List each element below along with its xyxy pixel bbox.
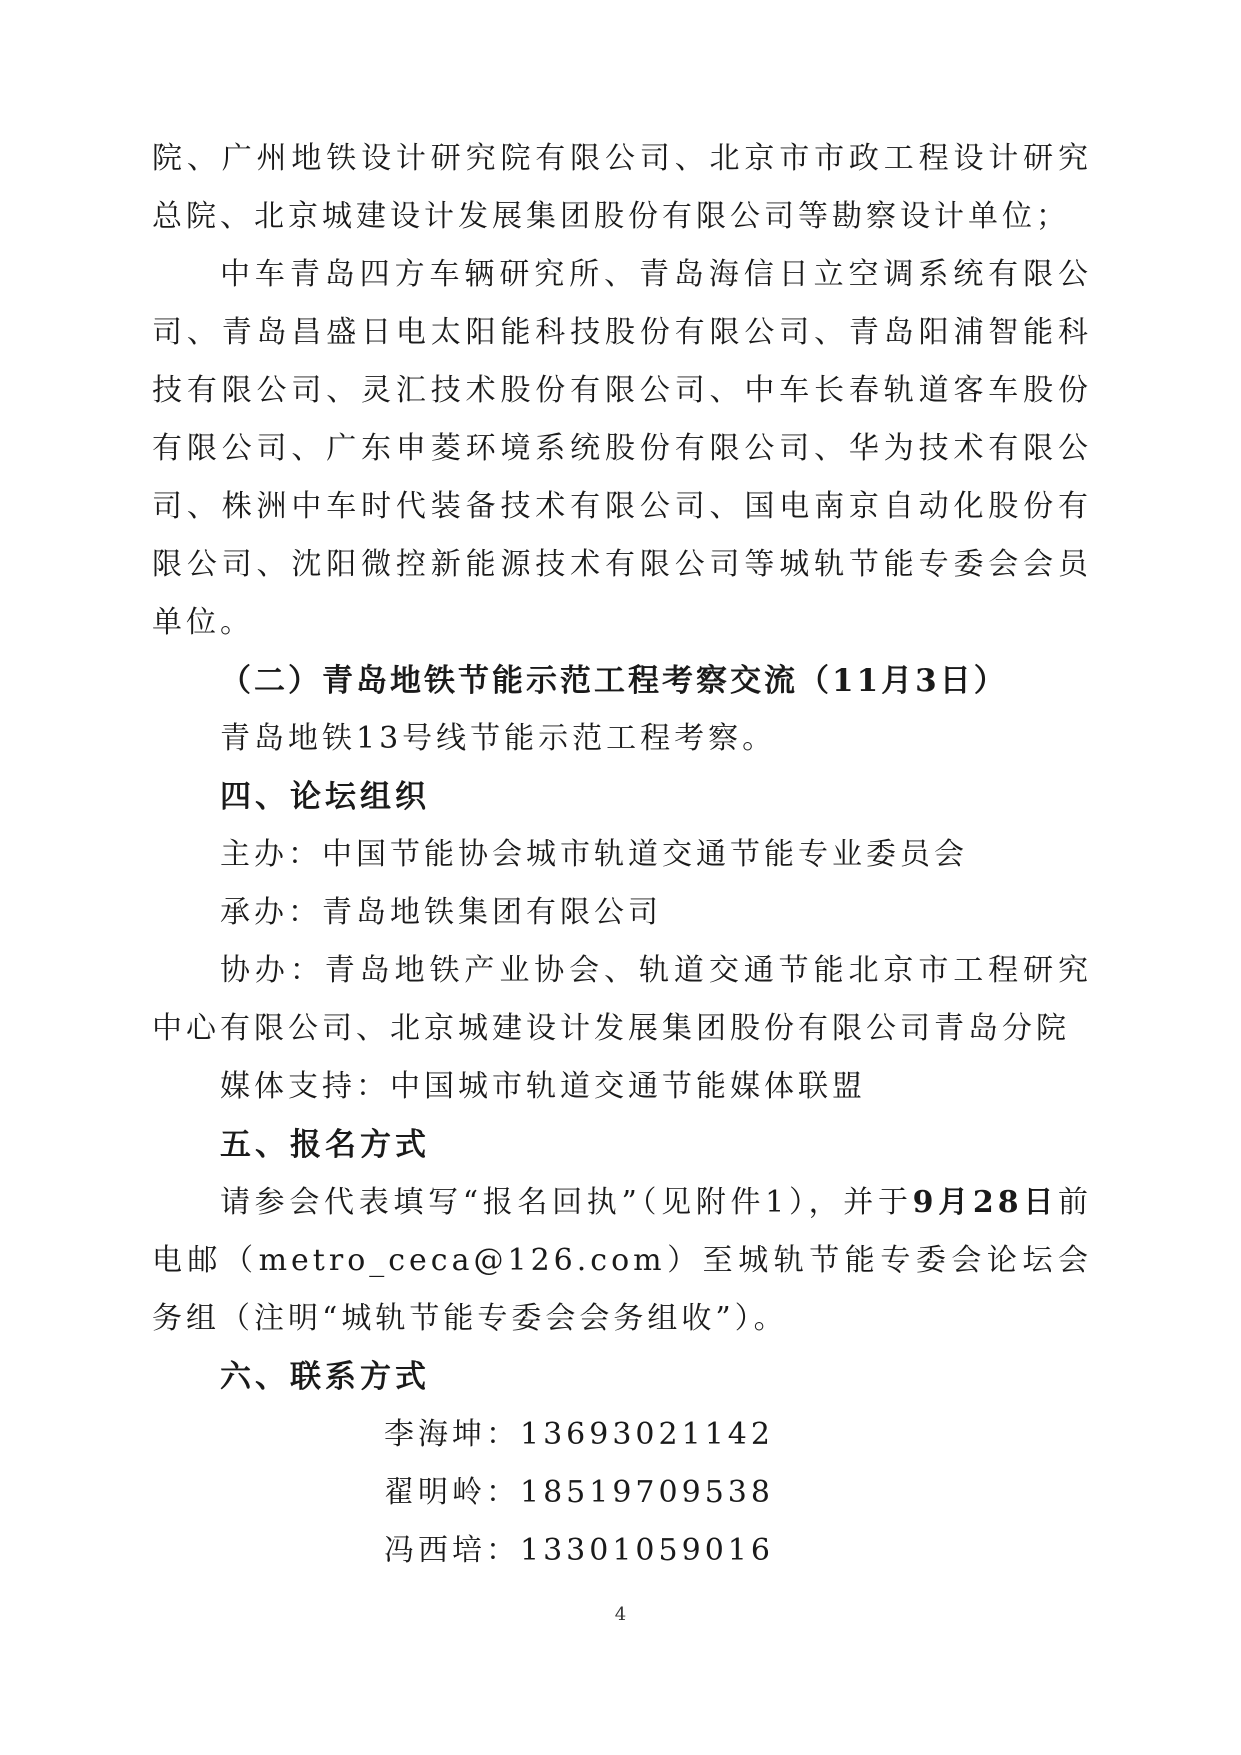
contact-item: 李海坤：13693021142 [384, 1417, 774, 1452]
contact-item: 翟明岭：18519709538 [384, 1475, 774, 1510]
paragraph-member-units: 中车青岛四方车辆研究所、青岛海信日立空调系统有限公司、青岛昌盛日电太阳能科技股份有限公司、青岛阳浦智能科技有限公司、灵汇技术股份有限公司、中车长春轨道客车股份有限公司、广东申菱环境系统股份有限公司、华为技术有限公司、株洲中车时代装备技术有限公司、国电南京自动化股份有限公司、沈阳微控新能源技术有限公司等城轨节能专委会会员单位。 [152, 257, 1092, 640]
document-page [152, 130, 1092, 1580]
section-four-heading: 四、论坛组织 [220, 779, 430, 815]
contact-item: 冯西培：13301059016 [384, 1533, 774, 1568]
registration-paragraph [152, 1174, 1092, 1348]
section-six-heading: 六、联系方式 [220, 1359, 430, 1395]
co-organizer-line: 协办：青岛地铁产业协会、轨道交通节能北京市工程研究中心有限公司、北京城建设计发展集团股份有限公司青岛分院 [152, 953, 1092, 1046]
section-five-heading: 五、报名方式 [220, 1127, 430, 1163]
section-two-heading: （二）青岛地铁节能示范工程考察交流（11月3日） [220, 663, 1008, 699]
registration-text-start: 请参会代表填写“报名回执”（见附件1），并于 [220, 1185, 913, 1220]
contact-list [152, 1406, 1092, 1580]
section-two-body: 青岛地铁13号线节能示范工程考察。 [220, 721, 777, 756]
registration-deadline: 9月28日 [912, 1185, 1059, 1220]
page-number: 4 [614, 1604, 627, 1625]
paragraph-design-units: 院、广州地铁设计研究院有限公司、北京市市政工程设计研究总院、北京城建设计发展集团股份有限公司等勘察设计单位； [152, 141, 1092, 234]
organizer-line: 承办：青岛地铁集团有限公司 [220, 895, 662, 930]
media-support-line: 媒体支持：中国城市轨道交通节能媒体联盟 [220, 1069, 866, 1104]
registration-text-end: 前电邮（metro_ceca@126.com）至城轨节能专委会论坛会务组（注明“城轨节能专委会会务组收”）。 [152, 1185, 1093, 1336]
host-line: 主办：中国节能协会城市轨道交通节能专业委员会 [220, 837, 968, 872]
